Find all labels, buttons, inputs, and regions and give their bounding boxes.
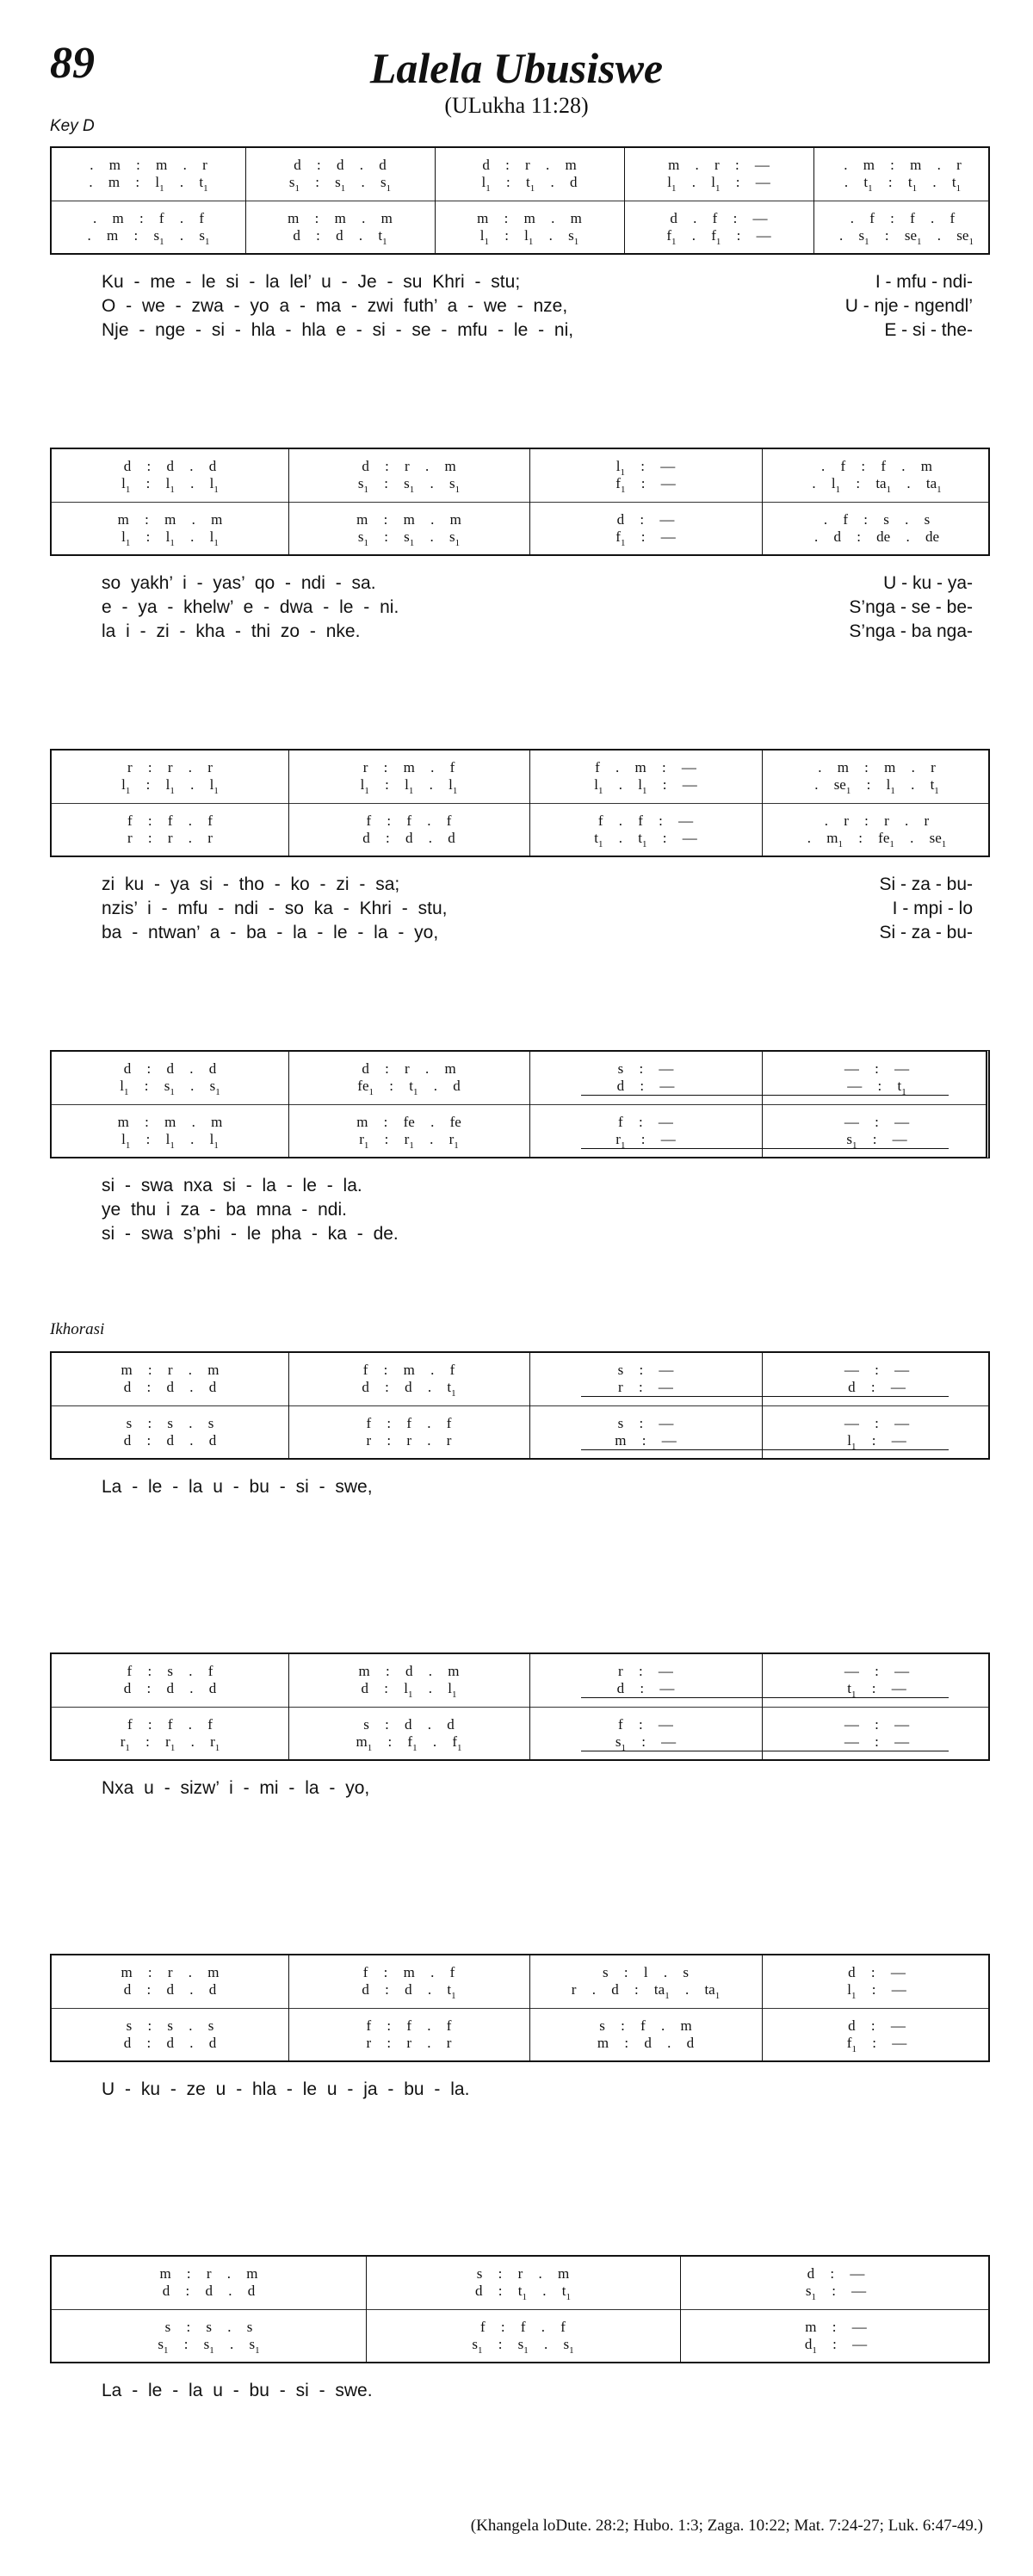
- sol-fa-voice-line: m : m . m: [288, 210, 393, 226]
- barline: [762, 1353, 763, 1458]
- sol-fa-voice-line: $l_1$ : —: [847, 1432, 906, 1452]
- sol-fa-voice-line: $f_1$ : —: [846, 2035, 907, 2054]
- barline: [529, 1353, 530, 1458]
- sol-fa-voice-line: $s_1$ : —: [615, 1733, 677, 1753]
- staff-divider: [52, 803, 988, 804]
- sol-fa-voice-line: $s_1$ : $s_1$ . $s_1$: [357, 475, 461, 495]
- sol-fa-voice-line: f : s . f: [127, 1663, 213, 1679]
- sol-fa-voice-line: r : r . r: [127, 830, 213, 846]
- music-system: [50, 1954, 990, 2062]
- sol-fa-voice-line: d : —: [848, 1379, 906, 1395]
- sol-fa-voice-line: d : r . m: [362, 458, 456, 474]
- sol-fa-voice-line: . m : m . r: [818, 759, 936, 775]
- sol-fa-voice-line: d : d . d: [123, 2035, 217, 2051]
- chorus-label: Ikhorasi: [50, 1320, 105, 1338]
- sol-fa-voice-line: d : —: [616, 1680, 675, 1696]
- sol-fa-voice-line: s : d . d: [363, 1716, 455, 1733]
- barline: [762, 751, 763, 856]
- sol-fa-voice-line: . f : s . s: [823, 511, 931, 528]
- sol-fa-voice-line: s : f . m: [599, 2017, 692, 2034]
- barline: [624, 148, 625, 253]
- sol-fa-voice-line: $l_1$ : $l_1$ . $l_1$: [360, 776, 458, 796]
- sol-fa-voice-line: $l_1$ : $l_1$ . $l_1$: [121, 475, 219, 495]
- sol-fa-voice-line: $f_1$ . $f_1$ : —: [666, 227, 771, 247]
- sol-fa-voice-line: f : m . f: [362, 1362, 455, 1378]
- sol-fa-voice-line: f : f . f: [127, 1716, 213, 1733]
- sol-fa-voice-line: f : —: [618, 1716, 673, 1733]
- sol-fa-voice-line: $m_1$ : $f_1$ . $f_1$: [356, 1733, 462, 1753]
- sol-fa-voice-line: m : r . m: [121, 1964, 220, 1980]
- sol-fa-voice-line: . $t_1$ : $t_1$ . $t_1$: [844, 174, 962, 194]
- lyric-line: Si - za - bu-: [879, 923, 973, 942]
- lyric-line: U - nje - ngendl’: [844, 296, 973, 316]
- tie-line: [581, 1697, 949, 1698]
- sol-fa-voice-line: . $l_1$ : $ta_1$ . $ta_1$: [812, 475, 942, 495]
- barline: [288, 751, 289, 856]
- sol-fa-voice-line: $f_1$ : —: [615, 528, 676, 548]
- barline: [529, 449, 530, 554]
- sol-fa-voice-line: s : r . m: [476, 2265, 570, 2282]
- sol-fa-voice-line: $t_1$ : —: [847, 1680, 906, 1700]
- sol-fa-voice-line: m : m . m: [356, 511, 461, 528]
- barline: [529, 751, 530, 856]
- sol-fa-voice-line: d : d . d: [162, 2283, 256, 2299]
- sol-fa-voice-line: — : —: [844, 1716, 910, 1733]
- tie-line: [581, 1396, 949, 1397]
- sol-fa-voice-line: $s_1$ : —: [846, 1131, 907, 1151]
- music-system: [50, 1050, 990, 1158]
- barline: [288, 1955, 289, 2060]
- sol-fa-voice-line: $s_1$ : $s_1$ . $s_1$: [357, 528, 461, 548]
- sol-fa-voice-line: d : d . $t_1$: [362, 1981, 456, 2001]
- barline: [245, 148, 246, 253]
- sol-fa-voice-line: f : m . f: [362, 1964, 455, 1980]
- sol-fa-voice-line: d : —: [807, 2265, 865, 2282]
- lyric-line: U - ku - ya-: [883, 573, 973, 593]
- sol-fa-voice-line: — : —: [844, 1060, 910, 1077]
- sol-fa-voice-line: d : —: [616, 511, 675, 528]
- barline: [762, 1654, 763, 1759]
- sol-fa-voice-line: m : m . m: [477, 210, 582, 226]
- hymn-title: Lalela Ubusiswe: [369, 44, 664, 92]
- lyric-line: ba - ntwan’ a - ba - la - le - la - yo,: [102, 923, 439, 942]
- lyric-line: e - ya - khelw’ e - dwa - le - ni.: [102, 597, 399, 617]
- sol-fa-voice-line: $l_1$ . $l_1$ : —: [667, 174, 770, 194]
- sol-fa-voice-line: $l_1$ . $l_1$ : —: [594, 776, 697, 796]
- sol-fa-voice-line: r : r . r: [127, 759, 213, 775]
- sol-fa-voice-line: $s_1$ : $s_1$ . $s_1$: [158, 2336, 260, 2356]
- sol-fa-voice-line: — : —: [844, 1362, 910, 1378]
- sol-fa-voice-line: r : —: [618, 1663, 673, 1679]
- sol-fa-voice-line: s : l . s: [603, 1964, 689, 1980]
- sol-fa-voice-line: d : $t_1$ . $t_1$: [475, 2283, 571, 2302]
- lyric-line: I - mpi - lo: [892, 899, 973, 918]
- staff-divider: [52, 2008, 988, 2009]
- lyric-line: Si - za - bu-: [879, 874, 973, 894]
- barline: [529, 1052, 530, 1157]
- sol-fa-voice-line: $l_1$ : —: [847, 1981, 906, 2001]
- lyric-line: O - we - zwa - yo a - ma - zwi futh’ a - we - nze,: [102, 296, 568, 316]
- lyric-line: so yakh’ i - yas’ qo - ndi - sa.: [102, 573, 376, 593]
- barline: [813, 148, 814, 253]
- sol-fa-voice-line: m : —: [805, 2319, 867, 2335]
- lyric-line: Nje - nge - si - hla - hla e - si - se - mfu - le - ni,: [102, 320, 574, 340]
- barline: [288, 1353, 289, 1458]
- sol-fa-voice-line: s : s . s: [164, 2319, 253, 2335]
- barline: [288, 1654, 289, 1759]
- lyric-line: S’nga - se - be-: [849, 597, 973, 617]
- sol-fa-voice-line: . f : f . f: [850, 210, 956, 226]
- barline: [288, 449, 289, 554]
- footer-references: (Khangela loDute. 28:2; Hubo. 1:3; Zaga. 10:22; Mat. 7:24-27; Luk. 6:47-49.): [470, 2517, 983, 2535]
- sol-fa-voice-line: $l_1$ : $t_1$ . d: [481, 174, 578, 194]
- tie-line: [581, 1148, 949, 1149]
- sol-fa-voice-line: s : s . s: [126, 2017, 214, 2034]
- sol-fa-voice-line: $d_1$ : —: [804, 2336, 868, 2356]
- music-system: [50, 2255, 990, 2363]
- sol-fa-voice-line: f . m : —: [595, 759, 696, 775]
- sol-fa-voice-line: . f : f . m: [820, 458, 933, 474]
- sol-fa-voice-line: d : d . d: [123, 458, 217, 474]
- sol-fa-voice-line: $l_1$ : $s_1$ . $s_1$: [120, 1078, 220, 1097]
- sol-fa-voice-line: — : —: [844, 1415, 910, 1431]
- sol-fa-voice-line: d . f : —: [670, 210, 768, 226]
- music-system: [50, 146, 990, 255]
- sol-fa-voice-line: d : d . d: [123, 1379, 217, 1395]
- barline: [529, 1955, 530, 2060]
- lyric-line: nzis’ i - mfu - ndi - so ka - Khri - stu,: [102, 899, 448, 918]
- sol-fa-voice-line: . m : $s_1$ . $s_1$: [87, 227, 210, 247]
- sol-fa-voice-line: d : —: [848, 2017, 906, 2034]
- sol-fa-voice-line: s : —: [617, 1362, 674, 1378]
- lyric-line: Nxa u - sizw’ i - mi - la - yo,: [102, 1778, 370, 1798]
- scripture-reference: (ULukha 11:28): [444, 93, 589, 118]
- lyric-line: Ku - me - le si - la lel’ u - Je - su Khri - stu;: [102, 272, 521, 292]
- sol-fa-voice-line: — : —: [844, 1114, 910, 1130]
- sol-fa-voice-line: s : s . s: [126, 1415, 214, 1431]
- sol-fa-voice-line: $fe_1$ : $t_1$ . d: [357, 1078, 461, 1097]
- barline: [762, 1052, 763, 1157]
- sol-fa-voice-line: — : $t_1$: [847, 1078, 906, 1097]
- barline: [366, 2257, 367, 2362]
- lyric-line: I - mfu - ndi-: [875, 272, 973, 292]
- staff-divider: [52, 2309, 988, 2310]
- barline: [762, 1955, 763, 2060]
- staff-divider: [52, 502, 988, 503]
- sol-fa-voice-line: m : r . m: [121, 1362, 220, 1378]
- lyric-line: zi ku - ya si - tho - ko - zi - sa;: [102, 874, 400, 894]
- sol-fa-voice-line: . m : m . r: [90, 157, 207, 173]
- sol-fa-voice-line: $r_1$ : $r_1$ . $r_1$: [359, 1131, 459, 1151]
- sol-fa-voice-line: $r_1$ : —: [615, 1131, 676, 1151]
- staff-divider: [52, 1405, 988, 1406]
- lyric-line: si - swa s’phi - le pha - ka - de.: [102, 1224, 399, 1244]
- lyric-line: E - si - the-: [884, 320, 973, 340]
- sol-fa-voice-line: $l_1$ : $l_1$ . $l_1$: [121, 528, 219, 548]
- music-system: [50, 749, 990, 857]
- sol-fa-voice-line: f : —: [618, 1114, 673, 1130]
- sol-fa-voice-line: d : d . $t_1$: [293, 227, 387, 247]
- sol-fa-voice-line: . $s_1$ : $se_1$ . $se_1$: [839, 227, 974, 247]
- sol-fa-voice-line: $l_1$ : $l_1$ . $l_1$: [121, 1131, 219, 1151]
- sol-fa-voice-line: m : m . m: [117, 511, 223, 528]
- sol-fa-voice-line: d : d . d: [123, 1680, 217, 1696]
- sol-fa-voice-line: $r_1$ : $r_1$ . $r_1$: [120, 1733, 220, 1753]
- sol-fa-voice-line: $t_1$ . $t_1$ : —: [594, 830, 697, 849]
- key-signature: Key D: [50, 117, 95, 135]
- sol-fa-voice-line: m : r . m: [159, 2265, 258, 2282]
- music-system: [50, 1351, 990, 1460]
- sol-fa-voice-line: $s_1$ : $s_1$ . $s_1$: [288, 174, 392, 194]
- hymn-number: 89: [50, 39, 95, 88]
- barline: [529, 1654, 530, 1759]
- sol-fa-voice-line: $f_1$ : —: [615, 475, 676, 495]
- sol-fa-voice-line: — : —: [844, 1733, 910, 1750]
- tie-line: [581, 1449, 949, 1450]
- sol-fa-voice-line: f : f . f: [366, 1415, 452, 1431]
- sol-fa-voice-line: d : d . d: [123, 1981, 217, 1998]
- barline: [762, 449, 763, 554]
- sol-fa-voice-line: r : r . r: [366, 2035, 452, 2051]
- staff-divider: [52, 1104, 986, 1105]
- sol-fa-voice-line: m . r : —: [668, 157, 770, 173]
- lyric-line: La - le - la u - bu - si - swe.: [102, 2381, 373, 2400]
- sol-fa-voice-line: $s_1$ : —: [805, 2283, 867, 2302]
- sol-fa-voice-line: d : r . m: [362, 1060, 456, 1077]
- sol-fa-voice-line: — : —: [844, 1663, 910, 1679]
- sol-fa-voice-line: d : d . d: [123, 1060, 217, 1077]
- sol-fa-voice-line: d : —: [848, 1964, 906, 1980]
- sol-fa-voice-line: $l_1$ : $l_1$ . $s_1$: [479, 227, 579, 247]
- sol-fa-voice-line: r : —: [618, 1379, 673, 1395]
- sol-fa-voice-line: d : —: [616, 1078, 675, 1094]
- sol-fa-voice-line: m : —: [615, 1432, 677, 1449]
- sol-fa-voice-line: d : d . $t_1$: [362, 1379, 456, 1399]
- sol-fa-voice-line: $l_1$ : $l_1$ . $l_1$: [121, 776, 219, 796]
- lyric-line: U - ku - ze u - hla - le u - ja - bu - la.: [102, 2079, 470, 2099]
- music-system: [50, 1652, 990, 1761]
- sol-fa-voice-line: . d : de . de: [813, 528, 940, 545]
- staff-divider: [52, 1707, 988, 1708]
- sol-fa-voice-line: s : —: [617, 1060, 674, 1077]
- sol-fa-voice-line: f : f . f: [480, 2319, 566, 2335]
- sol-fa-voice-line: d : d . d: [294, 157, 387, 173]
- lyric-line: La - le - la u - bu - si - swe,: [102, 1477, 373, 1497]
- sol-fa-voice-line: r . d : $ta_1$ . $ta_1$: [571, 1981, 721, 2001]
- sol-fa-voice-line: d : d . d: [123, 1432, 217, 1449]
- barline: [680, 2257, 681, 2362]
- lyric-line: la i - zi - kha - thi zo - nke.: [102, 621, 361, 641]
- sol-fa-voice-line: . $se_1$ : $l_1$ . $t_1$: [814, 776, 939, 796]
- sol-fa-voice-line: . r : r . r: [824, 812, 930, 829]
- sol-fa-voice-line: d : $l_1$ . $l_1$: [361, 1680, 457, 1700]
- lyric-line: S’nga - ba nga-: [849, 621, 973, 641]
- sol-fa-voice-line: $l_1$ : —: [615, 458, 676, 478]
- tie-line: [581, 1095, 949, 1096]
- barline: [288, 1052, 289, 1157]
- sol-fa-voice-line: . m : f . f: [92, 210, 205, 226]
- music-system: [50, 448, 990, 556]
- sol-fa-voice-line: . m : $l_1$ . $t_1$: [89, 174, 208, 194]
- sol-fa-voice-line: m : m . m: [117, 1114, 223, 1130]
- sol-fa-voice-line: . m : m . r: [844, 157, 962, 173]
- sol-fa-voice-line: f . f : —: [597, 812, 694, 829]
- sol-fa-voice-line: r : m . f: [362, 759, 455, 775]
- lyric-line: si - swa nxa si - la - le - la.: [102, 1176, 362, 1195]
- sol-fa-voice-line: s : —: [617, 1415, 674, 1431]
- sol-fa-voice-line: $s_1$ : $s_1$ . $s_1$: [472, 2336, 574, 2356]
- sol-fa-voice-line: r : r . r: [366, 1432, 452, 1449]
- sol-fa-voice-line: m : fe . fe: [356, 1114, 461, 1130]
- sol-fa-voice-line: m : d . m: [358, 1663, 460, 1679]
- sol-fa-voice-line: . $m_1$ : $fe_1$ . $se_1$: [807, 830, 947, 849]
- sol-fa-voice-line: f : f . f: [366, 2017, 452, 2034]
- barline: [435, 148, 436, 253]
- sol-fa-voice-line: d : r . m: [482, 157, 577, 173]
- lyric-line: ye thu i za - ba mna - ndi.: [102, 1200, 347, 1220]
- sol-fa-voice-line: d : d . d: [362, 830, 455, 846]
- sol-fa-voice-line: m : d . d: [597, 2035, 695, 2051]
- sol-fa-voice-line: f : f . f: [127, 812, 213, 829]
- sol-fa-voice-line: f : f . f: [366, 812, 452, 829]
